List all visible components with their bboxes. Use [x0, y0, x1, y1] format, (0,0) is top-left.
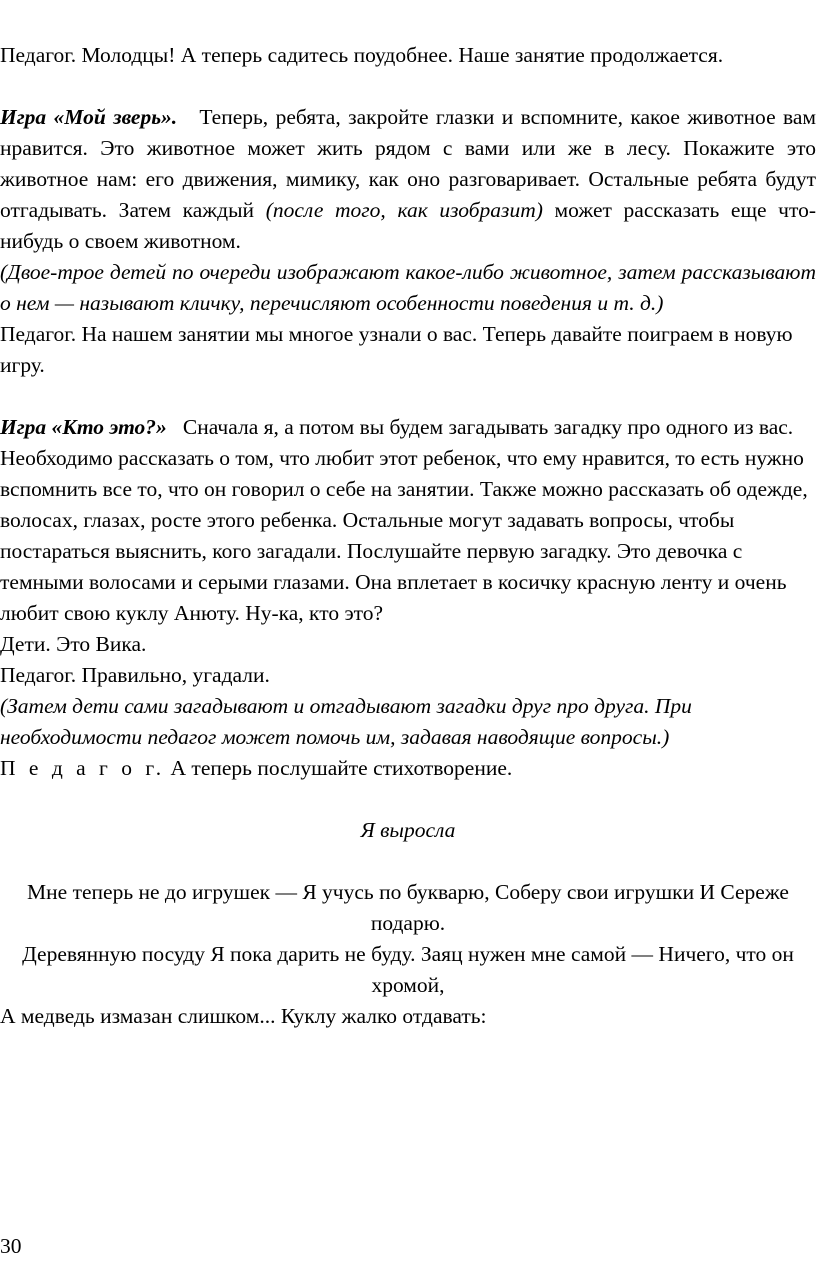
game1-paragraph	[0, 102, 816, 257]
game2-title: Игра «Кто это?»	[0, 415, 167, 439]
poem-line-1: Мне теперь не до игрушек — Я учусь по букварю, Соберу свои игрушки И Сереже подарю.	[27, 880, 789, 935]
game1-text-a: Теперь, ребята, закройте глазки и вспомните, какое животное вам нравится. Это животное может жить рядом с вами или же в лесу. Покажите это животное нам: его движения, мимику, как оно разговаривает. Остальные ребята будут отгадывать. Затем каждый	[0, 105, 816, 222]
spacer	[0, 381, 816, 412]
game1-text-italic: (после того, как изобразит)	[265, 198, 543, 222]
poem-line-2: Деревянную посуду Я пока дарить не буду. Заяц нужен мне самой — Ничего, что он хромой,	[22, 942, 794, 997]
stage-note-2: (Затем дети сами загадывают и отгадывают загадки друг про друга. При необходимости педагог может помочь им, задавая наводящие вопросы.)	[0, 694, 692, 749]
poem-line-3: А медведь измазан слишком... Куклу жалко отдавать:	[0, 1004, 487, 1028]
teacher-poem-intro: А теперь послушайте стихотворение.	[170, 756, 513, 780]
teacher-spaced-label: П е д а г о г.	[0, 756, 166, 780]
game2-text: Сначала я, а потом вы будем загадывать загадку про одного из вас. Необходимо рассказать о том, что любит этот ребенок, что ему нравится, то есть нужно вспомнить все то, что он говорил о себе на занятии. Также можно рассказать об одежде, волосах, глазах, росте этого ребенка. Остальные могут задавать вопросы, чтобы постараться выяснить, кого загадали. Послушайте первую загадку. Это девочка с темными волосами и серыми глазами. Она вплетает в косичку красную ленту и очень любит свою куклу Анюту. Ну-ка, кто это?	[0, 415, 808, 625]
document-page	[0, 40, 816, 1032]
teacher-reply: Педагог. Правильно, угадали.	[0, 663, 270, 687]
children-answer: Дети. Это Вика.	[0, 632, 147, 656]
game1-text-b: может рассказать еще что-нибудь о своем животном.	[0, 198, 816, 253]
teacher-paragraph-2: Педагог. На нашем занятии мы многое узнали о вас. Теперь давайте поиграем в новую игру.	[0, 322, 793, 377]
teacher-intro-paragraph: Педагог. Молодцы! А теперь садитесь поудобнее. Наше занятие продолжается.	[0, 43, 724, 67]
stage-note-1: (Двое-трое детей по очереди изображают какое-либо животное, затем рассказывают о нем — называют кличку, перечисляют особенности поведения и т. д.)	[0, 260, 816, 315]
game2-paragraph	[0, 412, 816, 629]
poem-title: Я выросла	[360, 818, 456, 842]
game1-title: Игра «Мой зверь».	[0, 105, 178, 129]
page-number: 30	[0, 1234, 22, 1258]
spacer	[0, 784, 816, 815]
spacer	[0, 71, 816, 102]
teacher-poem-intro-line	[0, 753, 816, 784]
spacer	[0, 846, 816, 877]
